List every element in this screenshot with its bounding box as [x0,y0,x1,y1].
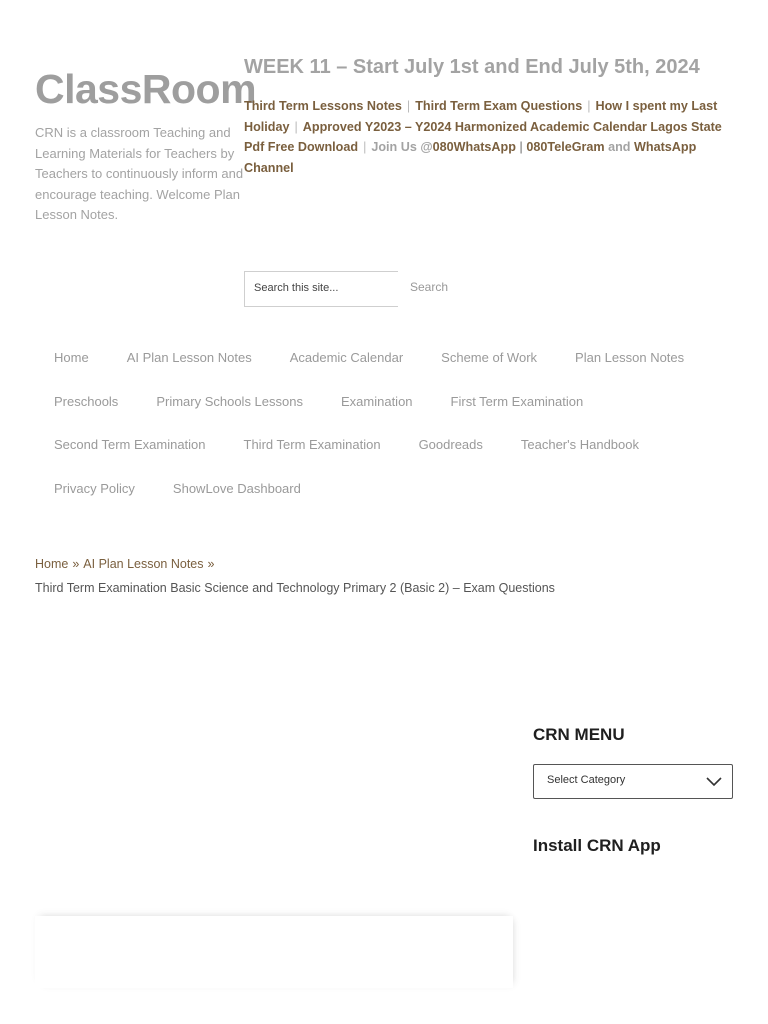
breadcrumb-home[interactable]: Home [35,557,69,571]
pipe-text: | [519,140,523,154]
nav-item-plan-lesson-notes[interactable]: Plan Lesson Notes [575,350,685,366]
nav-item-home[interactable]: Home [54,350,89,366]
nav-item-academic-calendar[interactable]: Academic Calendar [289,350,404,366]
nav-item-second-term-examination[interactable]: Second Term Examination [54,437,206,453]
breadcrumb-current: Third Term Examination Basic Science and Technology Primary 2 (Basic 2) – Exam Questions [35,581,555,595]
category-select-value: Select Category [547,774,626,786]
search-input[interactable]: Search this site... [244,271,398,307]
breadcrumb-separator: » [72,557,80,571]
link-academic-calendar[interactable]: Approved Y2023 – Y2024 Harmonized Academic Calendar Lagos State Pdf Free Download [244,119,722,154]
nav-item-examination[interactable]: Examination [340,393,413,409]
nav-item-showlove-dashboard[interactable]: ShowLove Dashboard [172,480,301,496]
nav-item-privacy-policy[interactable]: Privacy Policy [54,480,135,496]
nav-item-goodreads[interactable]: Goodreads [418,437,483,453]
link-telegram[interactable]: 080TeleGram [526,140,605,154]
nav-row [35,423,735,467]
site-description: CRN is a classroom Teaching and Learning Materials for Teachers by Teachers to continuously inform and encourage teaching. Welcome Plan Lesson Notes. [35,125,244,222]
breadcrumb-separator: » [207,557,215,571]
nav-row [35,336,735,380]
link-separator: | [587,99,591,113]
nav-item-scheme-of-work[interactable]: Scheme of Work [441,350,538,366]
nav-item-preschools[interactable]: Preschools [54,393,119,409]
link-separator: | [294,119,298,134]
nav-item-third-term-examination[interactable]: Third Term Examination [243,437,381,453]
search-button[interactable]: Search [410,280,449,294]
link-whatsapp[interactable]: 080WhatsApp [432,140,516,154]
week-title: WEEK 11 – Start July 1st and End July 5th, 2024 [244,56,700,78]
link-separator: | [406,99,411,113]
link-third-term-lessons[interactable]: Third Term Lessons Notes [244,99,402,113]
nav-item-first-term-examination[interactable]: First Term Examination [450,393,584,409]
nav-item-ai-plan-lesson-notes[interactable]: AI Plan Lesson Notes [126,350,252,366]
announcement-links [244,96,739,178]
category-select[interactable] [533,764,733,799]
link-whatsapp-channel[interactable]: WhatsApp Channel [244,140,697,175]
nav-row [35,380,735,424]
nav-item-teachers-handbook[interactable]: Teacher's Handbook [520,437,640,453]
nav-row [35,467,735,511]
join-us-text: Join Us @ [371,140,433,154]
and-text: and [608,140,631,154]
link-third-term-exam[interactable]: Third Term Exam Questions [415,99,583,113]
breadcrumb-section[interactable]: AI Plan Lesson Notes [83,557,204,571]
install-app-title: Install CRN App [533,836,661,855]
nav-item-primary-schools-lessons[interactable]: Primary Schools Lessons [156,393,303,409]
chevron-down-icon [705,772,723,790]
breadcrumb [35,557,218,571]
main-nav [35,336,735,510]
link-how-i-spent-holiday[interactable]: How I spent my Last Holiday [244,99,718,134]
link-separator: | [363,140,367,154]
content-card [35,916,513,988]
site-title[interactable]: ClassRoom [35,66,257,112]
crn-menu-title: CRN MENU [533,725,625,744]
